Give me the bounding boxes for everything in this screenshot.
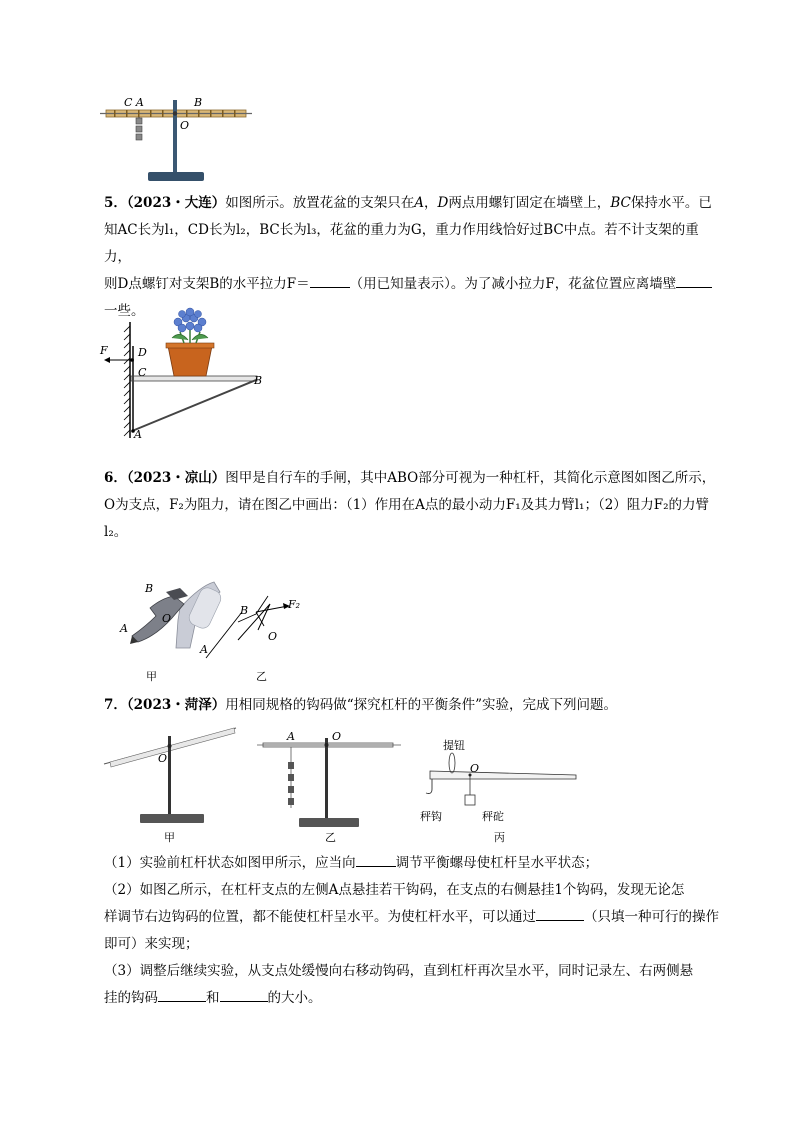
- q6-fig-o1: O: [162, 612, 172, 625]
- top-label-ca: C A: [124, 96, 144, 109]
- q7-blank-2[interactable]: [536, 906, 584, 921]
- q7-sub3a: （3）调整后继续实验，从支点处缓慢向右移动钩码，直到杠杆再次呈水平，同时记录左、右两侧悬: [104, 963, 694, 979]
- q5-number: 5．: [104, 195, 127, 211]
- q6-fig-o2: O: [268, 630, 278, 643]
- q6-line1: 图甲是自行车的手闸，其中ABO部分可视为一种杠杆，其简化示意图如图乙所示，: [225, 470, 716, 486]
- q5-line3b: （用已知量表示）。为了减小拉力F，花盆位置应离墙壁: [349, 276, 677, 292]
- q6-fig-a1: A: [120, 622, 128, 635]
- q5-bracket-figure: [96, 300, 276, 450]
- q7-jia-o: O: [158, 752, 168, 765]
- q5-blank-force[interactable]: [310, 273, 350, 288]
- q7-sub1a: （1）实验前杠杆状态如图甲所示，应当向: [104, 855, 356, 871]
- q6-line3: l₂。: [104, 524, 128, 540]
- q7-intro: [104, 692, 724, 719]
- q6-fig-yi: 乙: [256, 670, 267, 683]
- q7-sub1: [104, 850, 724, 877]
- q5-line1-e: 保持水平。已: [630, 195, 712, 211]
- q7-bing-caption: 丙: [494, 831, 505, 844]
- q7-sub2b: 样调节右边钩码的位置，都不能使杠杆呈水平。为使杠杆水平，可以通过: [104, 909, 536, 925]
- q6-fig-b2: B: [240, 604, 249, 617]
- q7-yi-o: O: [332, 730, 342, 743]
- q6-paragraph: [104, 465, 724, 546]
- q5-line1-c: 两点用螺钉固定在墙壁上，: [448, 195, 611, 211]
- q7-sub3c: 和: [206, 990, 220, 1006]
- q5-point-d: D: [437, 195, 449, 211]
- q5-blank-distance[interactable]: [676, 273, 712, 288]
- q6-number: 6．: [104, 470, 127, 486]
- q5-line2: 知AC长为l₁，CD长为l₂，BC长为l₃，花盆的重力为G，重力作用线恰好过BC中点。若不计支架的重力，: [104, 222, 699, 265]
- q5-comma: ，: [423, 195, 438, 211]
- q6-fig-jia: 甲: [146, 670, 157, 683]
- q6-fig-f2: F₂: [288, 598, 301, 611]
- q7-sub2c: （只填一种可行的操作: [584, 909, 719, 925]
- q7-fig-yi: [255, 730, 405, 835]
- q7-yi-a: A: [287, 730, 295, 743]
- q7-bing-chengtuo: 秤砣: [482, 810, 504, 823]
- q5-fig-a: A: [134, 428, 142, 441]
- q5-line4: 一些。: [104, 303, 145, 319]
- q7-sub1b: 调节平衡螺母使杠杆呈水平状态；: [395, 855, 599, 871]
- q5-line1: 如图所示。放置花盆的支架只在: [225, 195, 415, 211]
- q7-sub3b: 挂的钩码: [104, 990, 158, 1006]
- q7-yi-caption: 乙: [325, 831, 336, 844]
- q7-bing-chenggou: 秤钩: [420, 810, 442, 823]
- q7-number: 7．: [104, 697, 127, 713]
- q7-sub3d: 的大小。: [267, 990, 322, 1006]
- q5-source: （2023・大连）: [126, 195, 226, 211]
- q5-line3a: 则D点螺钉对支架B的水平拉力F＝: [104, 276, 310, 292]
- q7-sub3: [104, 958, 724, 1012]
- q5-point-a: A: [414, 195, 424, 211]
- q7-bing-tiniu: 提钮: [443, 739, 465, 752]
- q7-blank-1[interactable]: [356, 852, 396, 867]
- top-label-o: O: [180, 119, 190, 132]
- q7-blank-3[interactable]: [158, 987, 206, 1002]
- q5-fig-d: D: [138, 346, 147, 359]
- q7-sub2d: 即可）来实现；: [104, 936, 199, 952]
- q7-sub2a: （2）如图乙所示，在杠杆支点的左侧A点悬挂若干钩码，在支点的右侧悬挂1个钩码，发现无论怎: [104, 882, 685, 898]
- top-label-b: B: [194, 96, 203, 109]
- q6-line2: O为支点，F₂为阻力，请在图乙中画出：（1）作用在A点的最小动力F₁及其力臂l₁；（2）阻力F₂的力臂: [104, 497, 710, 513]
- q7-sub2: [104, 877, 724, 958]
- q6-source: （2023・凉山）: [126, 470, 226, 486]
- q7-fig-jia: [100, 722, 240, 832]
- q5-fig-f: F: [100, 344, 108, 357]
- q7-jia-caption: 甲: [164, 831, 175, 844]
- q5-bc: BC: [610, 195, 631, 211]
- q7-line1: 用相同规格的钩码做“探究杠杆的平衡条件”实验，完成下列问题。: [225, 697, 618, 713]
- q6-fig-b1: B: [145, 582, 154, 595]
- q7-bing-o: O: [470, 762, 480, 775]
- q5-fig-c: C: [138, 366, 147, 379]
- q6-fig-a2: A: [200, 643, 208, 656]
- q7-subquestions: [104, 850, 724, 1012]
- q6-brake-figure: [110, 578, 310, 668]
- q7-blank-4[interactable]: [220, 987, 268, 1002]
- q5-fig-b: B: [254, 374, 263, 387]
- q7-source: （2023・菏泽）: [126, 697, 226, 713]
